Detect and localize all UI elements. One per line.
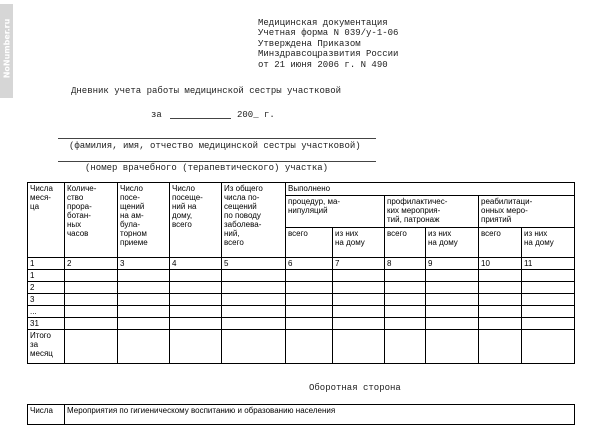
col-header-at-home: из них на дому xyxy=(333,228,385,258)
col-header-at-home: из них на дому xyxy=(426,228,479,258)
header-line: Утверждена Приказом xyxy=(258,38,361,49)
table-cell[interactable] xyxy=(333,270,385,282)
table-cell[interactable] xyxy=(426,306,479,318)
col-header-hours: Количе- ство прора- ботан- ных часов xyxy=(65,183,118,258)
table-cell[interactable] xyxy=(65,270,118,282)
row-date-label: 1 xyxy=(28,270,65,282)
table-cell[interactable] xyxy=(522,330,575,364)
table-row xyxy=(28,294,575,306)
col-header-done: Выполнено xyxy=(286,183,575,196)
table-cell[interactable] xyxy=(333,318,385,330)
table-cell[interactable] xyxy=(286,270,333,282)
table-cell[interactable] xyxy=(385,270,426,282)
table-cell[interactable] xyxy=(65,330,118,364)
col-header-clinic-visits: Число посе- щений на ам- була- торном приеме xyxy=(118,183,170,258)
table-cell[interactable] xyxy=(426,282,479,294)
period-prefix: за xyxy=(151,110,162,120)
table-cell[interactable] xyxy=(222,282,286,294)
table-cell[interactable] xyxy=(170,318,222,330)
total-row-label: Итого за месяц xyxy=(28,330,65,364)
table-cell[interactable] xyxy=(333,330,385,364)
row-date-label: ... xyxy=(28,306,65,318)
district-number-field[interactable] xyxy=(58,153,376,162)
reverse-side-label: Оборотная сторона xyxy=(309,383,401,393)
table-cell[interactable] xyxy=(222,306,286,318)
table-row xyxy=(28,282,575,294)
table-cell[interactable] xyxy=(385,318,426,330)
table-cell[interactable] xyxy=(426,330,479,364)
header-line: Минздравсоцразвития России xyxy=(258,49,399,60)
col-header-total: всего xyxy=(479,228,522,258)
row-date-label: 3 xyxy=(28,294,65,306)
col-header-preventive: профилактичес- ких мероприя- тий, патронаж xyxy=(385,196,479,228)
table-cell[interactable] xyxy=(118,330,170,364)
column-numbers-row xyxy=(28,258,575,270)
table-cell[interactable] xyxy=(170,282,222,294)
table-cell[interactable] xyxy=(522,294,575,306)
table-cell[interactable] xyxy=(385,282,426,294)
col-header-dates: Числа меся- ца xyxy=(28,183,65,258)
col-number: 3 xyxy=(118,258,170,270)
col-header-at-home: из них на дому xyxy=(522,228,575,258)
table-cell[interactable] xyxy=(286,330,333,364)
col-number: 7 xyxy=(333,258,385,270)
table-cell[interactable] xyxy=(426,294,479,306)
table-cell[interactable] xyxy=(385,306,426,318)
table-cell[interactable] xyxy=(426,270,479,282)
col-header-procedures: процедур, ма- нипуляций xyxy=(286,196,385,228)
watermark-text: NoNumber.ru xyxy=(2,18,12,79)
form-header-block xyxy=(258,18,398,70)
period-month-blank[interactable] xyxy=(170,108,231,119)
table-cell[interactable] xyxy=(333,306,385,318)
table-cell[interactable] xyxy=(479,270,522,282)
col-header-disease-visits: Из общего числа по- сещений по поводу заболева- ний, всего xyxy=(222,183,286,258)
table-cell[interactable] xyxy=(479,330,522,364)
nurse-name-caption: (фамилия, имя, отчество медицинской сестры участковой) xyxy=(69,141,361,151)
table-cell[interactable] xyxy=(170,270,222,282)
education-table xyxy=(27,404,575,425)
table-cell[interactable] xyxy=(522,282,575,294)
district-caption: (номер врачебного (терапевтического) участка) xyxy=(85,163,329,173)
table-cell[interactable] xyxy=(286,306,333,318)
table-cell[interactable] xyxy=(522,270,575,282)
table-row xyxy=(28,318,575,330)
table-cell[interactable] xyxy=(522,318,575,330)
work-record-table xyxy=(27,182,575,364)
table-cell[interactable] xyxy=(65,294,118,306)
table-cell[interactable] xyxy=(479,318,522,330)
col-number: 11 xyxy=(522,258,575,270)
table-cell[interactable] xyxy=(170,306,222,318)
table-cell[interactable] xyxy=(222,270,286,282)
table-cell[interactable] xyxy=(65,318,118,330)
table-cell[interactable] xyxy=(385,330,426,364)
table-cell[interactable] xyxy=(118,282,170,294)
col-number: 8 xyxy=(385,258,426,270)
table-cell[interactable] xyxy=(118,318,170,330)
header-line: Медицинская документация xyxy=(258,18,388,28)
table-cell[interactable] xyxy=(65,282,118,294)
table-cell[interactable] xyxy=(333,282,385,294)
table-cell[interactable] xyxy=(479,282,522,294)
col-number: 9 xyxy=(426,258,479,270)
row-date-label: 2 xyxy=(28,282,65,294)
col-number: 10 xyxy=(479,258,522,270)
col-number: 5 xyxy=(222,258,286,270)
table-cell[interactable] xyxy=(170,330,222,364)
table-cell[interactable] xyxy=(222,318,286,330)
col-number: 4 xyxy=(170,258,222,270)
col-header-total: всего xyxy=(286,228,333,258)
col-number: 2 xyxy=(65,258,118,270)
bottom-col-activities: Мероприятия по гигиеническому воспитанию и образованию населения xyxy=(65,405,575,425)
total-row xyxy=(28,330,575,364)
table-cell[interactable] xyxy=(222,330,286,364)
table-row xyxy=(28,306,575,318)
diary-title: Дневник учета работы медицинской сестры участковой xyxy=(71,86,342,96)
table-cell[interactable] xyxy=(479,306,522,318)
table-cell[interactable] xyxy=(333,294,385,306)
table-cell[interactable] xyxy=(118,270,170,282)
table-cell[interactable] xyxy=(385,294,426,306)
col-header-rehab: реабилитаци- онных меро- приятий xyxy=(479,196,575,228)
nurse-name-field[interactable] xyxy=(58,130,376,139)
table-cell[interactable] xyxy=(426,318,479,330)
col-header-home-visits: Число посеще- ний на дому, всего xyxy=(170,183,222,258)
table-cell[interactable] xyxy=(286,282,333,294)
col-number: 6 xyxy=(286,258,333,270)
col-header-total: всего xyxy=(385,228,426,258)
table-cell[interactable] xyxy=(118,294,170,306)
bottom-col-dates: Числа xyxy=(28,405,65,425)
header-line: Учетная форма N 039/у-1-06 xyxy=(258,28,399,39)
table-cell[interactable] xyxy=(222,294,286,306)
row-date-label: 31 xyxy=(28,318,65,330)
header-line: от 21 июня 2006 г. N 490 xyxy=(258,59,388,70)
table-cell[interactable] xyxy=(286,318,333,330)
table-cell[interactable] xyxy=(170,294,222,306)
table-row xyxy=(28,270,575,282)
table-cell[interactable] xyxy=(522,306,575,318)
table-cell[interactable] xyxy=(65,306,118,318)
table-cell[interactable] xyxy=(118,306,170,318)
table-cell[interactable] xyxy=(286,294,333,306)
col-number: 1 xyxy=(28,258,65,270)
watermark xyxy=(0,4,13,98)
period-year: 200_ г. xyxy=(237,110,275,120)
table-cell[interactable] xyxy=(479,294,522,306)
